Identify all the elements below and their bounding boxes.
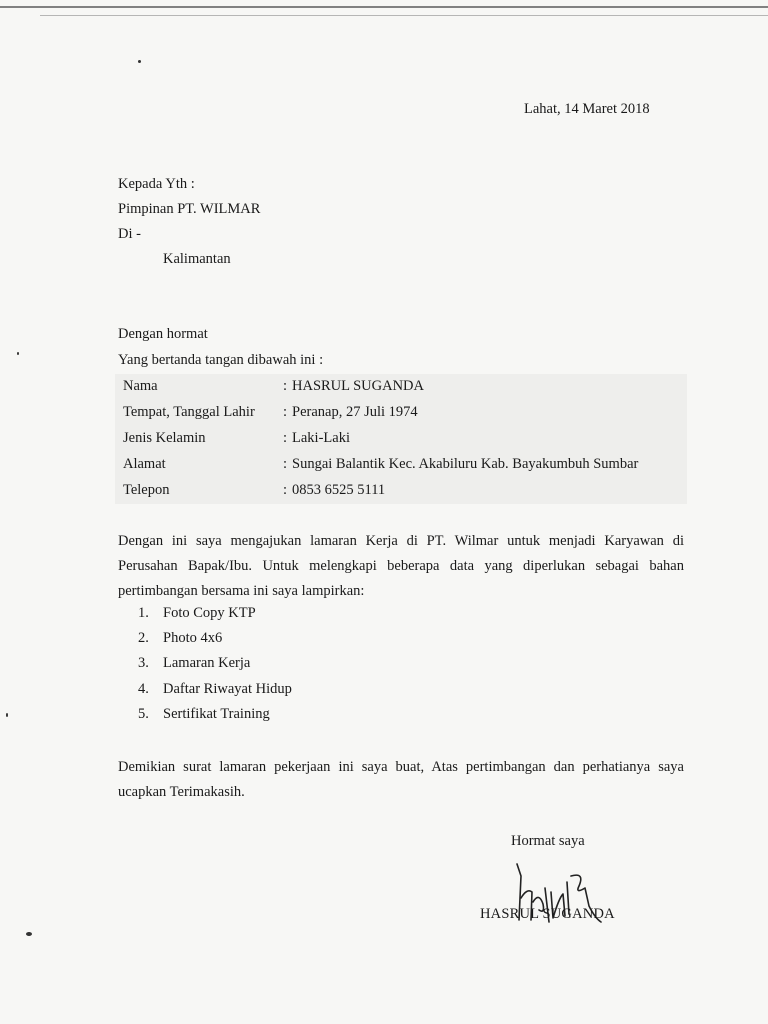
scan-speck (6, 713, 8, 717)
closing-line-1: Demikian surat lamaran pekerjaan ini saya buat, Atas pertimbangan dan perhatianya saya (118, 759, 684, 775)
scan-edge (0, 0, 768, 20)
identity-label: Telepon (123, 482, 170, 498)
identity-colon: : (283, 456, 288, 472)
list-text: Sertifikat Training (163, 705, 270, 722)
recipient-line-3: Di - (118, 226, 141, 242)
scan-speck (138, 60, 141, 63)
list-text: Daftar Riwayat Hidup (163, 680, 292, 697)
identity-label: Alamat (123, 456, 166, 472)
scan-speck (26, 932, 32, 936)
identity-row-phone (115, 478, 687, 504)
closing-line-2: ucapkan Terimakasih. (118, 784, 245, 800)
sign-off: Hormat saya (511, 833, 585, 849)
identity-colon: : (283, 430, 288, 446)
intro-line: Yang bertanda tangan dibawah ini : (118, 352, 324, 368)
identity-table (115, 374, 687, 504)
identity-colon: : (283, 482, 288, 498)
identity-colon: : (283, 404, 288, 420)
body-paragraph (118, 529, 684, 604)
identity-row-address (115, 452, 687, 478)
letter-date: Lahat, 14 Maret 2018 (524, 101, 650, 117)
identity-value: Laki-Laki (292, 430, 350, 446)
identity-value: 0853 6525 5111 (292, 482, 386, 498)
list-number: 4. (138, 680, 149, 697)
identity-row-name (115, 374, 687, 400)
closing-paragraph (118, 755, 684, 805)
list-text: Lamaran Kerja (163, 655, 251, 672)
body-line-1: Dengan ini saya mengajukan lamaran Kerja di PT. Wilmar untuk menjadi Karyawan di (118, 533, 684, 549)
identity-value: Peranap, 27 Juli 1974 (292, 404, 418, 420)
list-number: 1. (138, 605, 149, 621)
recipient-line-2: Pimpinan PT. WILMAR (118, 201, 261, 217)
identity-label: Nama (123, 378, 158, 394)
scan-edge-line (40, 15, 768, 16)
scan-edge-line (0, 6, 768, 8)
list-text: Foto Copy KTP (163, 605, 256, 621)
list-number: 2. (138, 630, 149, 647)
identity-value: Sungai Balantik Kec. Akabiluru Kab. Bayakumbuh Sumbar (292, 456, 639, 472)
identity-row-gender (115, 426, 687, 452)
scan-speck (17, 352, 19, 355)
list-text: Photo 4x6 (163, 630, 223, 647)
body-line-3: pertimbangan bersama ini saya lampirkan: (118, 583, 365, 599)
identity-colon: : (283, 378, 288, 394)
list-number: 5. (138, 705, 149, 722)
recipient-line-1: Kepada Yth : (118, 176, 195, 192)
identity-row-birth (115, 400, 687, 426)
list-number: 3. (138, 655, 149, 672)
greeting: Dengan hormat (118, 326, 208, 342)
identity-label: Tempat, Tanggal Lahir (123, 404, 255, 420)
recipient-line-4: Kalimantan (163, 251, 231, 267)
identity-label: Jenis Kelamin (123, 430, 206, 446)
identity-value: HASRUL SUGANDA (292, 378, 424, 394)
body-line-2: Perusahan Bapak/Ibu. Untuk melengkapi beberapa data yang diperlukan sebagai bahan (118, 558, 684, 574)
signatory-name: HASRUL SUGANDA (480, 906, 615, 922)
